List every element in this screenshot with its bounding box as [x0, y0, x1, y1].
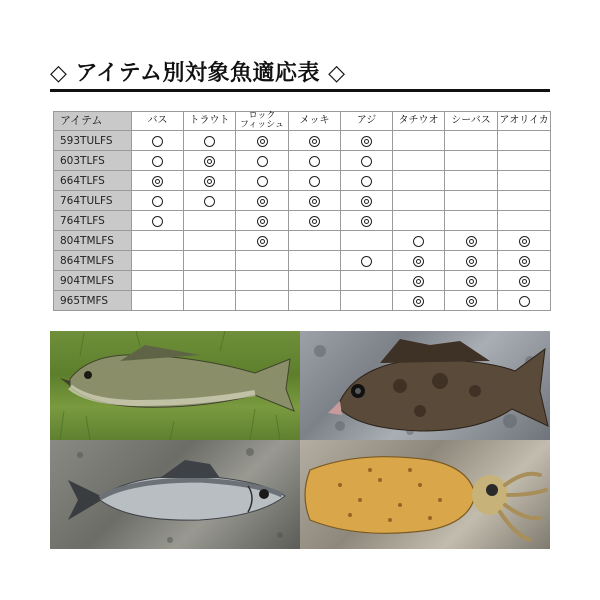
- suitability-cell: [498, 191, 551, 211]
- table-row: [54, 211, 551, 231]
- double-circle-mark: [257, 216, 268, 227]
- table-row: [54, 251, 551, 271]
- suitability-cell: [289, 271, 341, 291]
- suitability-cell: [445, 231, 498, 251]
- single-circle-mark: [152, 156, 163, 167]
- double-circle-mark: [257, 136, 268, 147]
- double-circle-mark: [466, 236, 477, 247]
- suitability-cell: [341, 211, 393, 231]
- item-name: 764TULFS: [54, 191, 132, 211]
- suitability-cell: [236, 251, 289, 271]
- single-circle-mark: [152, 136, 163, 147]
- item-name: 804TMLFS: [54, 231, 132, 251]
- table-row: [54, 231, 551, 251]
- double-circle-mark: [361, 196, 372, 207]
- table-row: [54, 171, 551, 191]
- suitability-cell: [132, 271, 184, 291]
- suitability-cell: [184, 231, 236, 251]
- suitability-cell: [498, 231, 551, 251]
- suitability-cell: [236, 271, 289, 291]
- title-underline: [50, 89, 550, 92]
- column-header-7: アオリイカ: [498, 112, 551, 131]
- column-header-6: シーバス: [445, 112, 498, 131]
- column-header-5: タチウオ: [393, 112, 445, 131]
- suitability-cell: [184, 151, 236, 171]
- single-circle-mark: [361, 176, 372, 187]
- suitability-cell: [445, 271, 498, 291]
- bass-photo-icon: [50, 331, 300, 440]
- suitability-cell: [498, 211, 551, 231]
- double-circle-mark: [309, 196, 320, 207]
- single-circle-mark: [309, 156, 320, 167]
- suitability-cell: [393, 271, 445, 291]
- table-row: [54, 131, 551, 151]
- column-header-line: フィッシュ: [239, 120, 285, 130]
- table-body: [54, 131, 551, 311]
- suitability-cell: [184, 251, 236, 271]
- page-title: ◇ アイテム別対象魚適応表 ◇: [50, 61, 346, 86]
- double-circle-mark: [152, 176, 163, 187]
- suitability-cell: [132, 191, 184, 211]
- single-circle-mark: [413, 236, 424, 247]
- item-name: 764TLFS: [54, 211, 132, 231]
- suitability-cell: [132, 211, 184, 231]
- suitability-cell: [498, 151, 551, 171]
- suitability-cell: [184, 191, 236, 211]
- double-circle-mark: [466, 296, 477, 307]
- suitability-cell: [132, 251, 184, 271]
- double-circle-mark: [257, 196, 268, 207]
- suitability-cell: [132, 291, 184, 311]
- suitability-cell: [341, 171, 393, 191]
- column-header-1: トラウト: [184, 112, 236, 131]
- suitability-cell: [289, 211, 341, 231]
- single-circle-mark: [361, 256, 372, 267]
- squid-photo-icon: [300, 440, 550, 549]
- suitability-cell: [132, 151, 184, 171]
- suitability-cell: [341, 131, 393, 151]
- seabass-photo-icon: [50, 440, 300, 549]
- double-circle-mark: [413, 276, 424, 287]
- table-row: [54, 151, 551, 171]
- suitability-cell: [132, 131, 184, 151]
- suitability-cell: [289, 171, 341, 191]
- suitability-cell: [236, 191, 289, 211]
- suitability-cell: [498, 251, 551, 271]
- table-header-row: [54, 112, 551, 131]
- suitability-cell: [445, 191, 498, 211]
- item-name: 664TLFS: [54, 171, 132, 191]
- double-circle-mark: [361, 136, 372, 147]
- suitability-cell: [393, 251, 445, 271]
- item-name: 965TMFS: [54, 291, 132, 311]
- suitability-cell: [498, 171, 551, 191]
- suitability-cell: [393, 191, 445, 211]
- suitability-cell: [445, 131, 498, 151]
- suitability-cell: [445, 291, 498, 311]
- suitability-cell: [132, 171, 184, 191]
- suitability-cell: [393, 291, 445, 311]
- title-block: [50, 56, 550, 92]
- rockfish-photo-icon: [300, 331, 550, 440]
- single-circle-mark: [152, 216, 163, 227]
- suitability-cell: [445, 211, 498, 231]
- suitability-cell: [289, 251, 341, 271]
- suitability-cell: [184, 171, 236, 191]
- suitability-cell: [184, 131, 236, 151]
- item-name: 593TULFS: [54, 131, 132, 151]
- suitability-cell: [341, 291, 393, 311]
- double-circle-mark: [361, 216, 372, 227]
- suitability-cell: [184, 271, 236, 291]
- double-circle-mark: [309, 216, 320, 227]
- single-circle-mark: [519, 296, 530, 307]
- suitability-cell: [289, 131, 341, 151]
- double-circle-mark: [309, 136, 320, 147]
- suitability-cell: [236, 231, 289, 251]
- column-header-0: バス: [132, 112, 184, 131]
- single-circle-mark: [204, 196, 215, 207]
- suitability-cell: [393, 171, 445, 191]
- suitability-cell: [289, 151, 341, 171]
- single-circle-mark: [152, 196, 163, 207]
- double-circle-mark: [413, 256, 424, 267]
- suitability-cell: [445, 151, 498, 171]
- item-name: 904TMLFS: [54, 271, 132, 291]
- double-circle-mark: [519, 236, 530, 247]
- column-header-2: [236, 112, 289, 131]
- suitability-cell: [236, 171, 289, 191]
- suitability-cell: [393, 211, 445, 231]
- double-circle-mark: [413, 296, 424, 307]
- double-circle-mark: [204, 156, 215, 167]
- suitability-cell: [498, 131, 551, 151]
- double-circle-mark: [257, 236, 268, 247]
- column-header-4: アジ: [341, 112, 393, 131]
- double-circle-mark: [519, 256, 530, 267]
- suitability-cell: [236, 291, 289, 311]
- double-circle-mark: [204, 176, 215, 187]
- table-row: [54, 291, 551, 311]
- suitability-cell: [236, 211, 289, 231]
- double-circle-mark: [519, 276, 530, 287]
- suitability-cell: [393, 131, 445, 151]
- suitability-cell: [393, 151, 445, 171]
- suitability-cell: [341, 251, 393, 271]
- table-row: [54, 191, 551, 211]
- suitability-cell: [289, 191, 341, 211]
- suitability-cell: [236, 131, 289, 151]
- double-circle-mark: [466, 276, 477, 287]
- single-circle-mark: [309, 176, 320, 187]
- item-name: 864TMLFS: [54, 251, 132, 271]
- suitability-cell: [236, 151, 289, 171]
- suitability-cell: [184, 291, 236, 311]
- suitability-cell: [445, 251, 498, 271]
- single-circle-mark: [257, 156, 268, 167]
- suitability-cell: [289, 291, 341, 311]
- single-circle-mark: [361, 156, 372, 167]
- suitability-cell: [393, 231, 445, 251]
- suitability-cell: [498, 271, 551, 291]
- suitability-cell: [132, 231, 184, 251]
- single-circle-mark: [257, 176, 268, 187]
- item-name: 603TLFS: [54, 151, 132, 171]
- suitability-cell: [341, 191, 393, 211]
- suitability-cell: [289, 231, 341, 251]
- suitability-cell: [341, 231, 393, 251]
- item-column-header: アイテム: [54, 112, 132, 131]
- suitability-cell: [341, 151, 393, 171]
- single-circle-mark: [204, 136, 215, 147]
- suitability-cell: [341, 271, 393, 291]
- compatibility-table: [53, 111, 551, 311]
- table-row: [54, 271, 551, 291]
- suitability-cell: [498, 291, 551, 311]
- column-header-3: メッキ: [289, 112, 341, 131]
- suitability-cell: [445, 171, 498, 191]
- double-circle-mark: [466, 256, 477, 267]
- column-header-line: ロック: [248, 111, 276, 121]
- suitability-cell: [184, 211, 236, 231]
